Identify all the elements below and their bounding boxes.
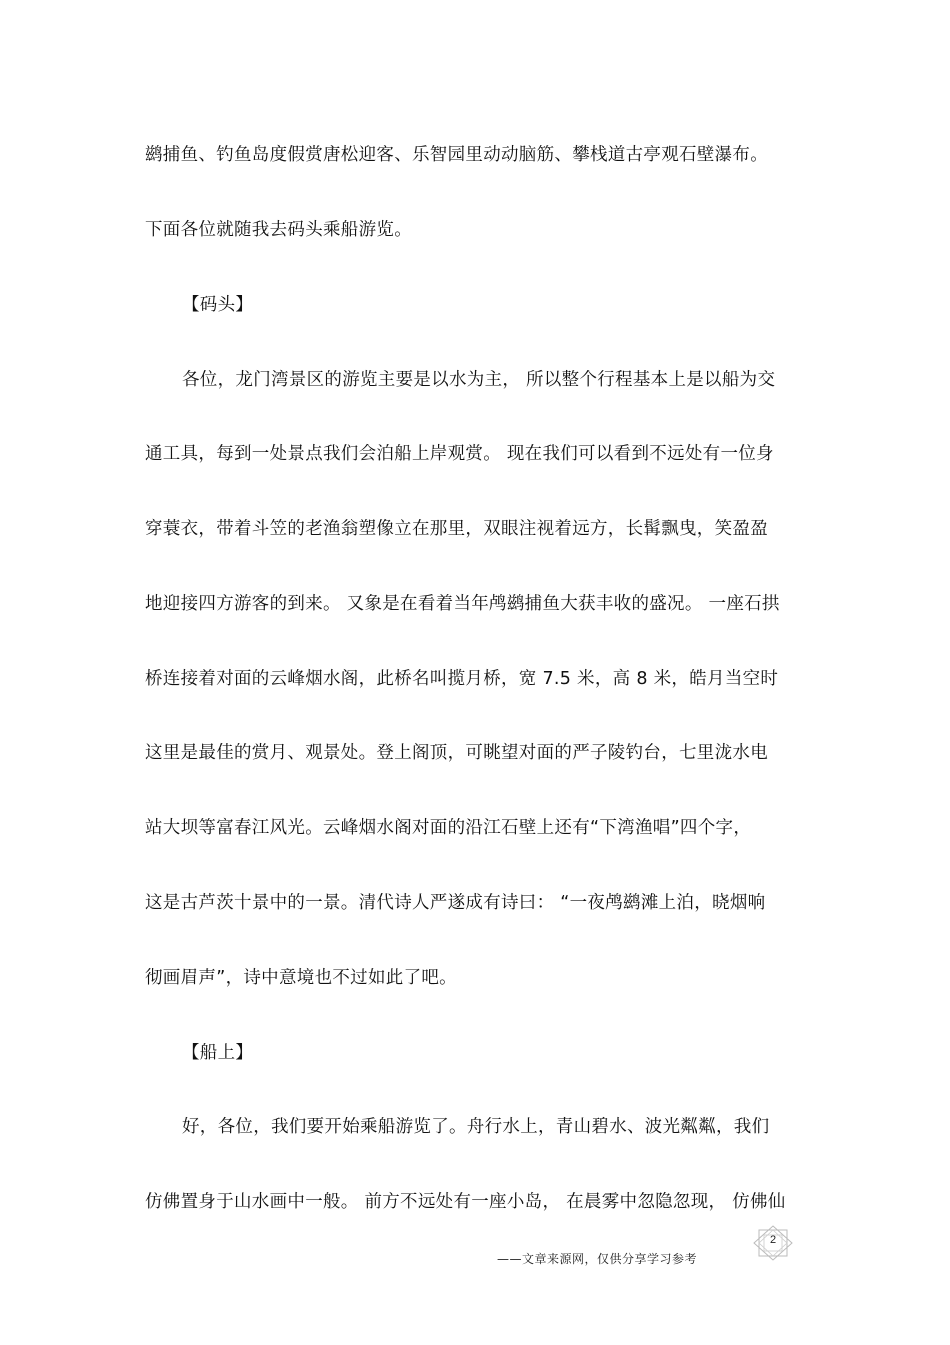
page-number-badge <box>751 1225 795 1261</box>
text-line: 这是古芦茨十景中的一景。清代诗人严遂成有诗曰： “一夜鸬鹚滩上泊，晓烟响 <box>145 893 766 913</box>
text-line: 桥连接着对面的云峰烟水阁，此桥名叫揽月桥，宽 7.5 米，高 8 米，皓月当空时 <box>145 669 779 689</box>
text-line: 通工具，每到一处景点我们会泊船上岸观赏。 现在我们可以看到不远处有一位身 <box>145 444 774 464</box>
text-line: 地迎接四方游客的到来。 又象是在看着当年鸬鹚捕鱼大获丰收的盛况。 一座石拱 <box>145 594 780 614</box>
footer-source-note: ——文章来源网，仅供分享学习参考 <box>497 1252 698 1266</box>
page-number: 2 <box>769 1234 777 1246</box>
text-line: 仿佛置身于山水画中一般。 前方不远处有一座小岛， 在晨雾中忽隐忽现， 仿佛仙 <box>145 1192 786 1212</box>
text-line: 各位，龙门湾景区的游览主要是以水为主， 所以整个行程基本上是以船为交 <box>182 370 776 390</box>
text-line: 这里是最佳的赏月、观景处。登上阁顶，可眺望对面的严子陵钓台，七里泷水电 <box>145 743 768 763</box>
text-line: 鹚捕鱼、钓鱼岛度假赏唐松迎客、乐智园里动动脑筋、攀栈道古亭观石壁瀑布。 <box>145 145 768 165</box>
text-line: 下面各位就随我去码头乘船游览。 <box>145 220 412 240</box>
section-heading-dock: 【码头】 <box>182 295 254 315</box>
text-line: 好，各位，我们要开始乘船游览了。舟行水上，青山碧水、波光粼粼，我们 <box>182 1117 770 1137</box>
section-heading-boat: 【船上】 <box>182 1043 254 1063</box>
text-line: 站大坝等富春江风光。云峰烟水阁对面的沿江石壁上还有“下湾渔唱”四个字， <box>145 818 752 838</box>
text-line: 彻画眉声”，诗中意境也不过如此了吧。 <box>145 968 457 988</box>
text-line: 穿蓑衣，带着斗笠的老渔翁塑像立在那里，双眼注视着远方，长髯飘曳，笑盈盈 <box>145 519 768 539</box>
